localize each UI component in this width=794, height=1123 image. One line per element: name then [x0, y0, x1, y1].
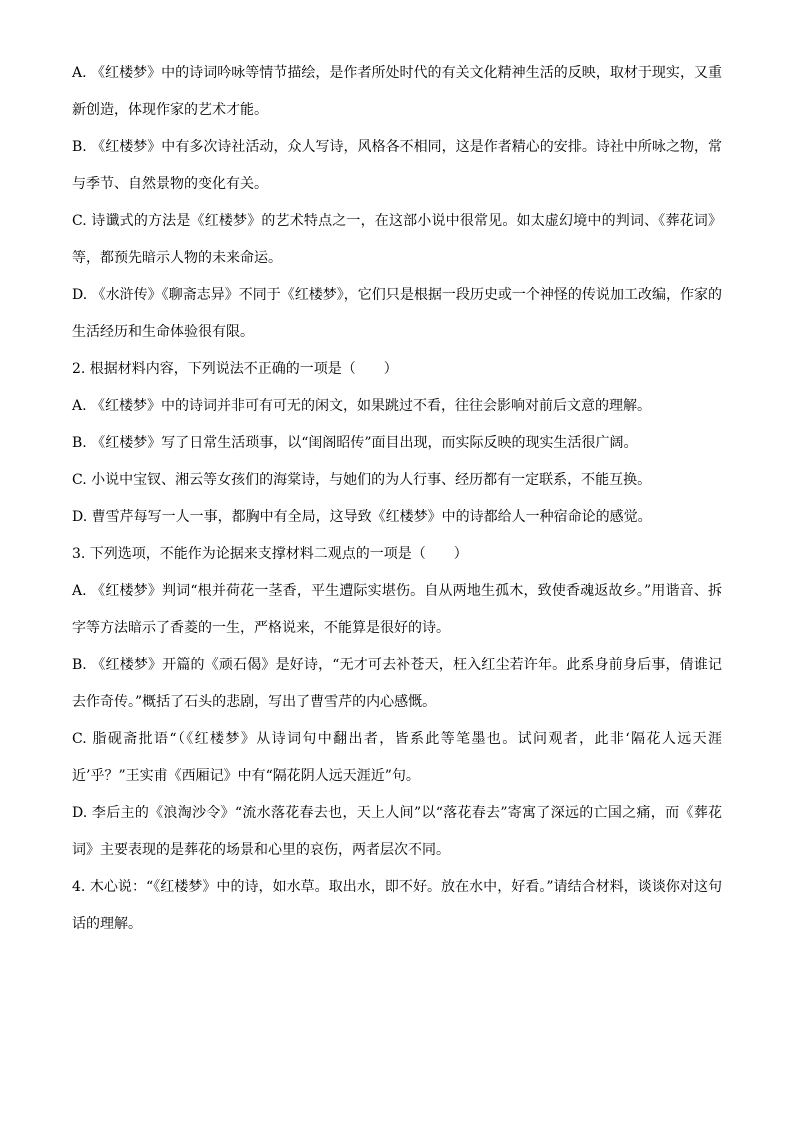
option-b-q3: B. 《红楼梦》开篇的《顽石偈》是好诗，“无才可去补苍天，枉入红尘若许年。此系身前身后事，倩谁记去作奇传。”概括了石头的悲剧，写出了曹雪芹的内心感慨。: [72, 657, 722, 710]
question-4: 4. 木心说：“《红楼梦》中的诗，如水草。取出水，即不好。放在水中，好看。”请结合材料，谈谈你对这句话的理解。: [72, 879, 722, 932]
option-b-q2: B. 《红楼梦》写了日常生活琐事，以“闺阁昭传”面目出现，而实际反映的现实生活很广阔。: [72, 435, 638, 451]
document-page: [72, 55, 722, 943]
question-3: 3. 下列选项，不能作为论据来支撑材料二观点的一项是（ ）: [72, 546, 468, 562]
option-a-q3: A. 《红楼梦》判词“根并荷花一茎香，平生遭际实堪伤。自从两地生孤木，致使香魂返故乡。”用谐音、拆字等方法暗示了香菱的一生，严格说来，不能算是很好的诗。: [72, 583, 722, 636]
option-c-q1: C. 诗谶式的方法是《红楼梦》的艺术特点之一，在这部小说中很常见。如太虚幻境中的判词、《葬花词》等，都预先暗示人物的未来命运。: [72, 213, 722, 266]
option-d-q3: D. 李后主的《浪淘沙令》“流水落花春去也，天上人间”以“落花春去”寄寓了深远的亡国之痛，而《葬花词》主要表现的是葬花的场景和心里的哀伤，两者层次不同。: [72, 805, 722, 858]
option-c-q2: C. 小说中宝钗、湘云等女孩们的海棠诗，与她们的为人行事、经历都有一定联系，不能互换。: [72, 472, 652, 488]
option-a-q1: A. 《红楼梦》中的诗词吟咏等情节描绘，是作者所处时代的有关文化精神生活的反映，取材于现实，又重新创造，体现作家的艺术才能。: [72, 65, 722, 118]
option-d-q2: D. 曹雪芹每写一人一事，都胸中有全局，这导致《红楼梦》中的诗都给人一种宿命论的感觉。: [72, 509, 652, 525]
question-2: 2. 根据材料内容，下列说法不正确的一项是（ ）: [72, 361, 398, 377]
option-d-q1: D. 《水浒传》《聊斋志异》不同于《红楼梦》，它们只是根据一段历史或一个神怪的传说加工改编，作家的生活经历和生命体验很有限。: [72, 287, 722, 340]
option-b-q1: B. 《红楼梦》中有多次诗社活动，众人写诗，风格各不相同，这是作者精心的安排。诗社中所咏之物，常与季节、自然景物的变化有关。: [72, 139, 722, 192]
option-c-q3: C. 脂砚斋批语“（《红楼梦》从诗词句中翻出者，皆系此等笔墨也。试问观者，此非‘隔花人远天涯近’乎？”王实甫《西厢记》中有“隔花阴人远天涯近”句。: [72, 731, 722, 784]
option-a-q2: A. 《红楼梦》中的诗词并非可有可无的闲文，如果跳过不看，往往会影响对前后文意的理解。: [72, 398, 652, 414]
